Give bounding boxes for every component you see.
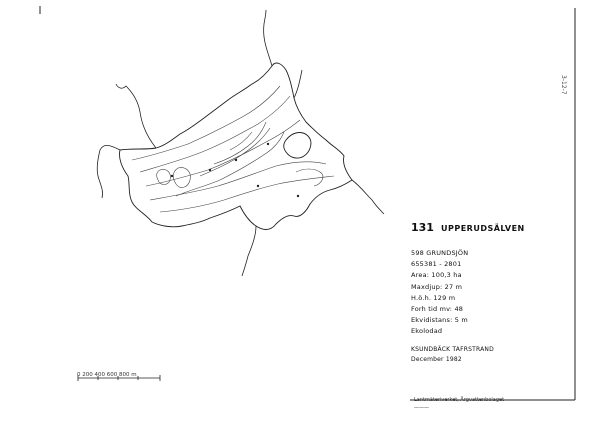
info-line-1: 598 GRUNDSJÖN xyxy=(411,249,469,257)
info-line-3: Area: 100,3 ha xyxy=(411,271,462,280)
stream-west xyxy=(97,145,120,198)
credit-line-1: KSUNDBÄCK TAFRSTRAND xyxy=(411,345,494,353)
info-line-6: Forh tid mv: 48 xyxy=(411,305,464,314)
info-line-8: Ekolodad xyxy=(411,327,443,336)
stream-east xyxy=(352,180,384,214)
credit-line-2: December 1982 xyxy=(411,355,462,363)
streams xyxy=(97,10,384,276)
info-line-5: H.ö.h. 129 m xyxy=(411,293,456,302)
stream-north xyxy=(264,10,272,66)
scale-label: 0 200 400 600 800 m xyxy=(77,372,137,378)
footer-line-2: ——— xyxy=(414,405,429,411)
footer-line-1: Lantmäteriverket, Ärgvattenbolaget xyxy=(414,397,505,403)
info-gap xyxy=(411,338,581,345)
lake-number: 131 xyxy=(411,221,434,234)
depth-contours xyxy=(132,86,334,212)
footer-note xyxy=(414,396,504,412)
stream-south xyxy=(242,226,256,276)
info-block xyxy=(411,221,581,365)
lake-title xyxy=(411,221,581,234)
depth-markers xyxy=(171,143,299,197)
info-line-2: 655381 - 2801 xyxy=(411,260,462,269)
lake-name: UPPERUDSÄLVEN xyxy=(440,224,525,233)
side-code: 3-12-7 xyxy=(560,75,567,95)
stream-northeast xyxy=(294,70,302,98)
island xyxy=(284,133,311,159)
info-line-7: Ekvidistans: 5 m xyxy=(411,316,468,325)
info-line-4: Maxdjup: 27 m xyxy=(411,282,463,291)
stream-northwest xyxy=(116,84,156,148)
